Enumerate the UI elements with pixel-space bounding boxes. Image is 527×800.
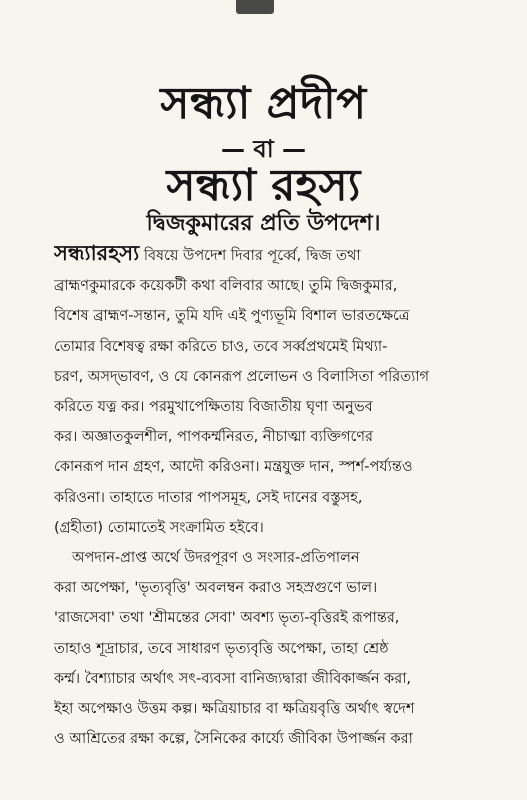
text-line: করিওনা। তাহাতে দাতার পাপসমূহ, সেই দানের বস্তুসহ, [54,489,363,506]
text-line: তাহাও শূদ্রাচার, তবে সাধারণ ভৃত্যবৃত্তি অপেক্ষা, তাহা শ্রেষ্ঠ [54,640,389,657]
text-line-rest: বিষয়ে উপদেশ দিবার পূর্ব্বে, দ্বিজ তথা [143,248,361,264]
text-line: চরণ, অসদ্‌ভাবণ, ও যে কোনরূপ প্রলোভন ও বিলাসিতা পরিত্যাগ [54,368,430,385]
text-line: অপদান-প্রাপ্ত অর্থে উদরপূরণ ও সংসার-প্রতিপালন [72,550,360,567]
lead-word: সন্ধ্যারহস্য [54,241,140,265]
title-separator: — বা — [220,135,307,163]
text-line: ও আশ্রিতের রক্ষা কল্পে, সৈনিকের কার্য্যে জীবিকা উপার্জ্জন করা [54,731,413,748]
text-line: ব্রাহ্মণকুমারকে কয়েকটী কথা বলিবার আছে। তুমি দ্বিজকুমার, [54,278,398,295]
book-subtitle: সন্ধ্যা রহস্য [166,160,361,211]
text-line: করা অপেক্ষা, 'ভৃত্যবৃত্তি' অবলম্বন করাও সহস্রগুণে ভাল। [54,580,378,597]
page-top-mark [236,0,274,14]
text-line: কোনরূপ দান গ্রহণ, আদৌ করিওনা। মন্ত্রযুক্ত দান, স্পর্শ-পর্য্যন্তও [54,459,413,476]
text-line: বিশেষ ব্রাহ্মণ-সন্তান, তুমি যদি এই পুণ্যভূমি বিশাল ভারতক্ষেত্রে [54,308,410,325]
text-line: কর। অজ্ঞাতকুলশীল, পাপকর্ম্মনিরত, নীচাত্মা ব্যক্তিগণের [54,429,374,446]
section-heading: দ্বিজকুমারের প্রতি উপদেশ। [146,211,381,236]
text-line: 'রাজসেবা' তথা 'শ্রীমন্তের সেবা' অবশ্য ভৃত্য-বৃত্তিরই রূপান্তর, [54,610,400,627]
book-title: সন্ধ্যা প্রদীপ [160,78,367,129]
text-line: করিতে যত্ন কর। পরমুখাপেক্ষিতায় বিজাতীয় ঘৃণা অনুভব [54,399,373,416]
text-line: কর্ম্ম। বৈশ্যাচার অর্থাৎ সৎ-ব্যবসা বানিজ্যদ্বারা জীবিকার্জ্জন করা, [54,670,412,687]
text-line: (গ্রহীতা) তোমাতেই সংক্রামিত হইবে। [54,519,264,536]
text-line [54,238,486,271]
text-line: তোমার বিশেষত্ব রক্ষা করিতে চাও, তবে সর্ব্বপ্রথমেই মিথ্যা- [54,338,388,355]
body-text [54,238,486,754]
text-line: ইহা অপেক্ষাও উত্তম কল্প। ক্ষত্রিয়াচার বা ক্ষত্রিয়বৃত্তি অর্থাৎ স্বদেশ [54,701,415,718]
